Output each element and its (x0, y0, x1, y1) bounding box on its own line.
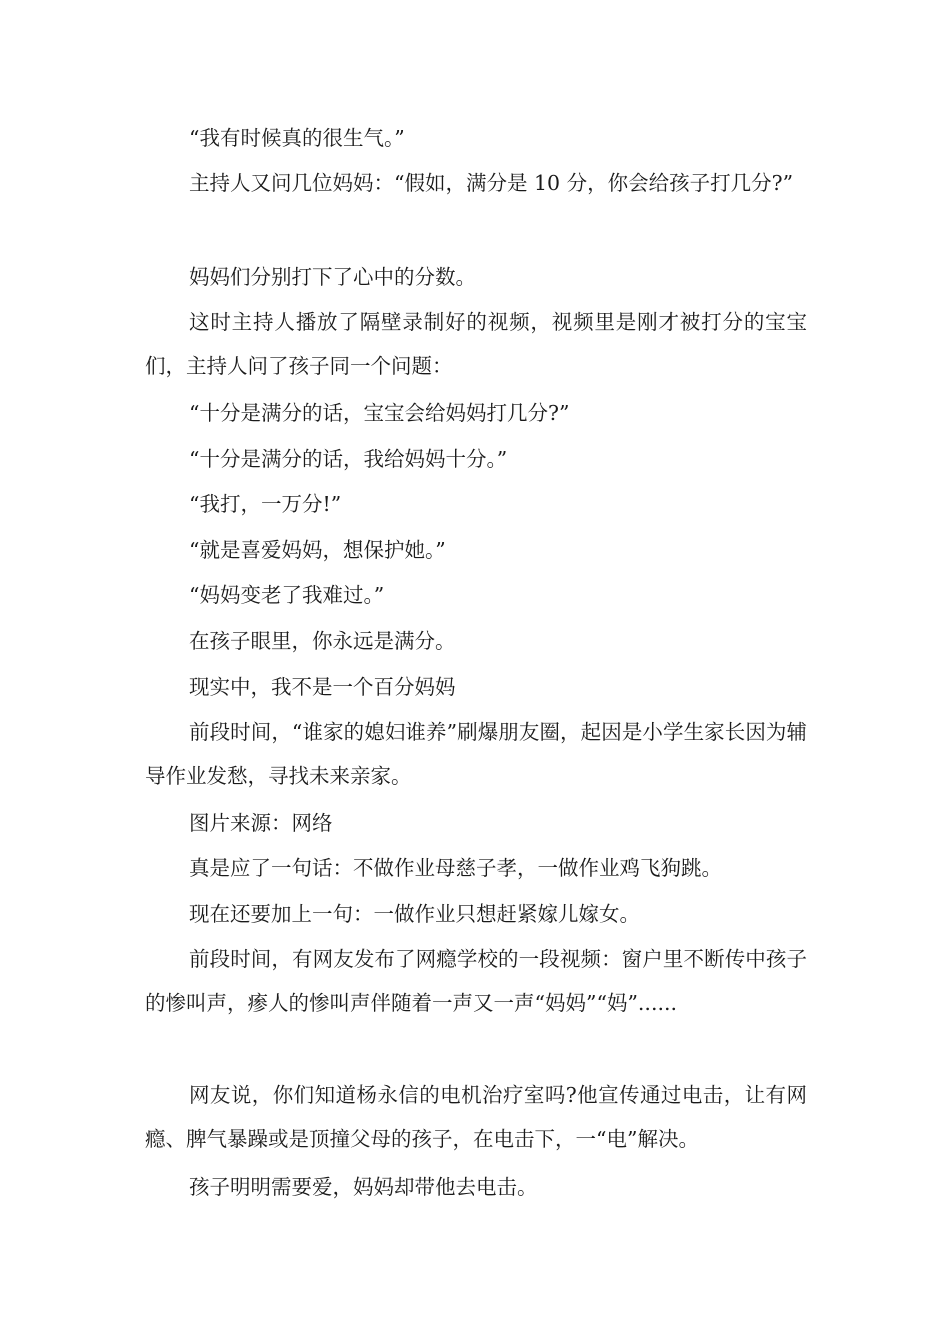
paragraph-1: “我有时候真的很生气。” (189, 126, 405, 150)
paragraph-17: 网友说，你们知道杨永信的电机治疗室吗?他宣传通过电击，让有网瘾、脾气暴躁或是顶撞父母的孩子，在电击下，一“电”解决。 (145, 1083, 807, 1151)
paragraph-10: 在孩子眼里，你永远是满分。 (189, 629, 456, 653)
paragraph-12: 前段时间，“谁家的媳妇谁养”刷爆朋友圈，起因是小学生家长因为辅导作业发愁，寻找未来亲家。 (145, 720, 807, 788)
paragraph-5: “十分是满分的话，宝宝会给妈妈打几分?” (189, 401, 570, 425)
paragraph-8: “就是喜爱妈妈，想保护她。” (189, 538, 446, 562)
paragraph-9: “妈妈变老了我难过。” (189, 583, 385, 607)
paragraph-3: 妈妈们分别打下了心中的分数。 (189, 265, 476, 289)
paragraph-6: “十分是满分的话，我给妈妈十分。” (189, 447, 508, 471)
paragraph-4: 这时主持人播放了隔壁录制好的视频，视频里是刚才被打分的宝宝们，主持人问了孩子同一个问题： (145, 310, 807, 378)
paragraph-14: 真是应了一句话：不做作业母慈子孝，一做作业鸡飞狗跳。 (189, 856, 722, 880)
paragraph-13: 图片来源：网络 (189, 811, 333, 835)
paragraph-7: “我打，一万分!” (189, 492, 342, 516)
paragraph-2: 主持人又问几位妈妈：“假如，满分是 10 分，你会给孩子打几分?” (189, 171, 794, 195)
paragraph-11: 现实中，我不是一个百分妈妈 (189, 675, 456, 699)
paragraph-15: 现在还要加上一句：一做作业只想赶紧嫁儿嫁女。 (189, 902, 640, 926)
paragraph-18: 孩子明明需要爱，妈妈却带他去电击。 (189, 1175, 538, 1199)
paragraph-16: 前段时间，有网友发布了网瘾学校的一段视频：窗户里不断传中孩子的惨叫声，瘆人的惨叫声伴随着一声又一声“妈妈”“妈”...... (145, 947, 807, 1015)
